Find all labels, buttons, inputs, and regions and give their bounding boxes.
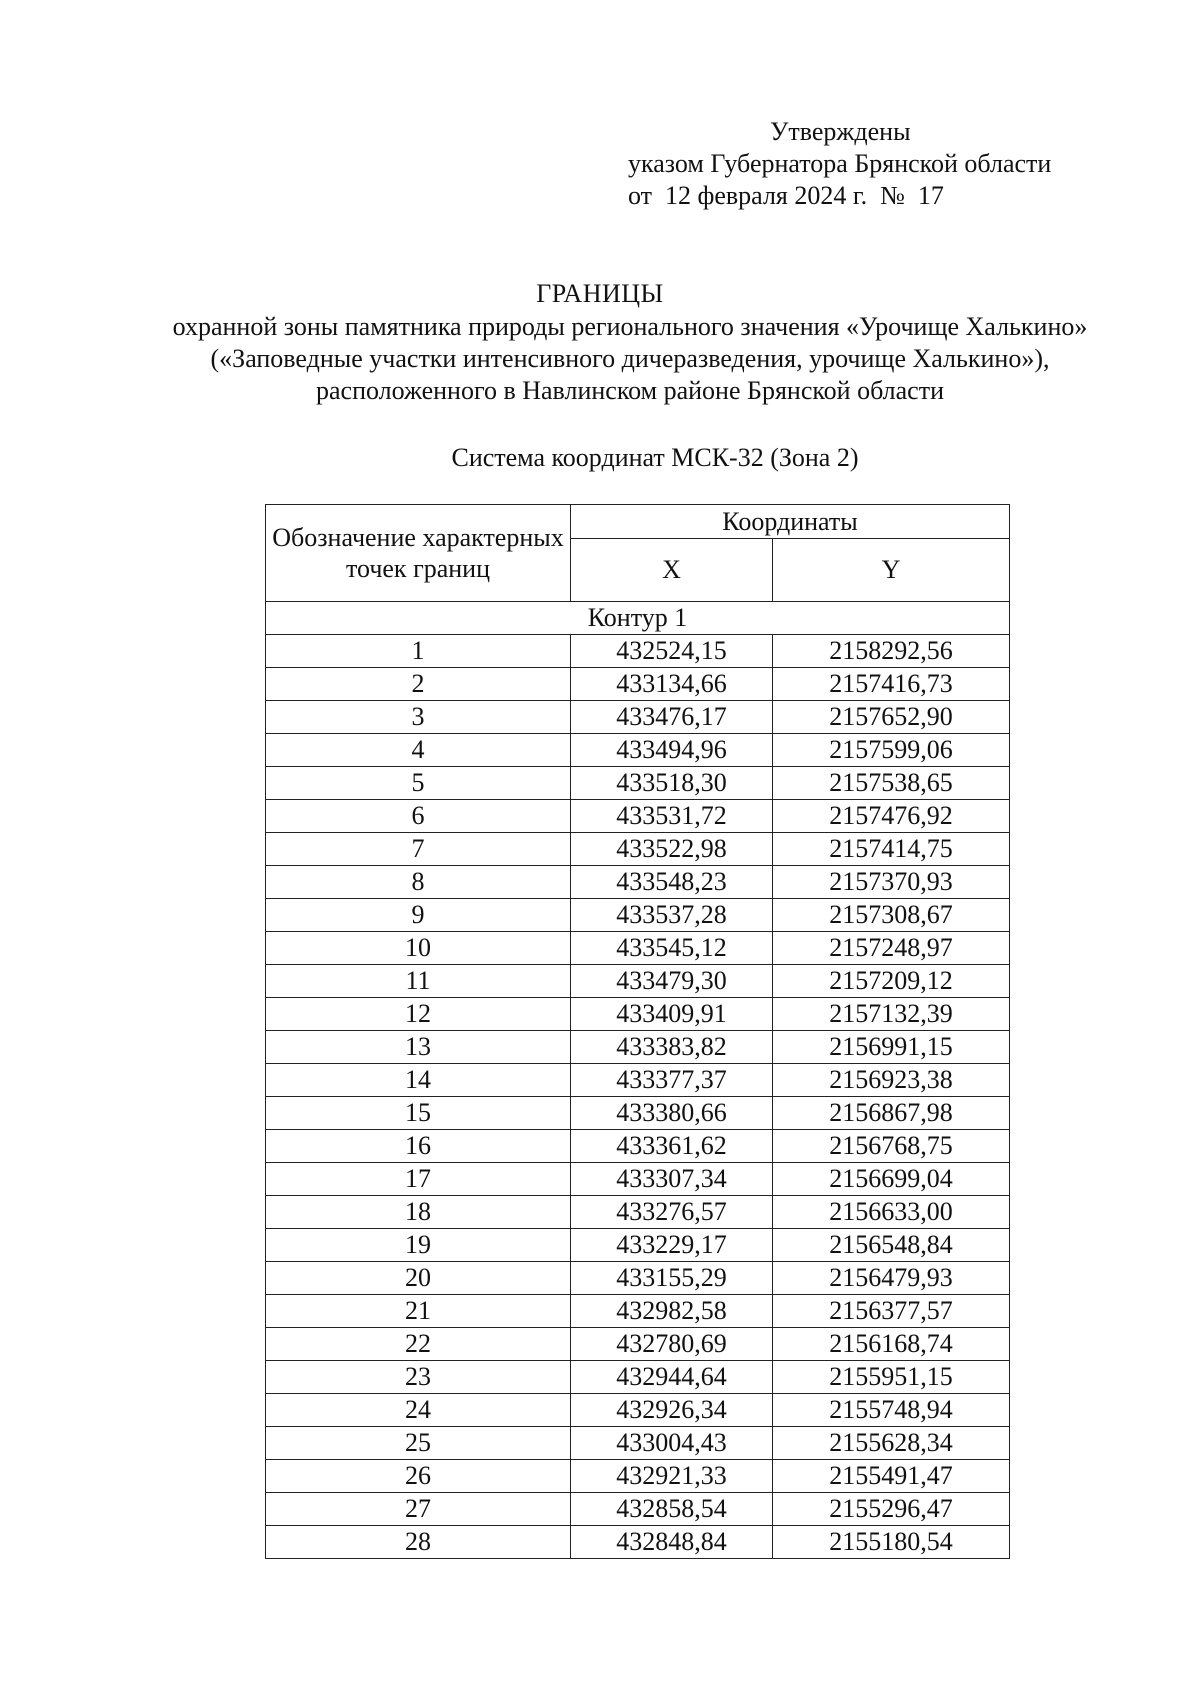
coord-y: 2155748,94 (773, 1394, 1010, 1427)
point-number: 3 (266, 701, 571, 734)
table-row (266, 701, 1010, 734)
point-number: 14 (266, 1064, 571, 1097)
coord-y: 2157414,75 (773, 833, 1010, 866)
point-number: 12 (266, 998, 571, 1031)
approval-line-decree: указом Губернатора Брянской области (628, 149, 1052, 178)
approval-block (628, 116, 1148, 212)
coord-y: 2156867,98 (773, 1097, 1010, 1130)
table-row (266, 1097, 1010, 1130)
coord-x: 433537,28 (571, 899, 773, 932)
coord-y: 2157248,97 (773, 932, 1010, 965)
coord-x: 433494,96 (571, 734, 773, 767)
table-row (266, 800, 1010, 833)
point-number: 9 (266, 899, 571, 932)
document-title: ГРАНИЦЫ (536, 279, 664, 308)
point-number: 23 (266, 1361, 571, 1394)
table-row (266, 1229, 1010, 1262)
coord-y: 2156548,84 (773, 1229, 1010, 1262)
coord-y: 2155180,54 (773, 1526, 1010, 1559)
table-row (266, 1526, 1010, 1559)
table-row (266, 899, 1010, 932)
point-number: 13 (266, 1031, 571, 1064)
point-number: 20 (266, 1262, 571, 1295)
table-row (266, 1262, 1010, 1295)
coord-x: 433522,98 (571, 833, 773, 866)
table-row (266, 767, 1010, 800)
coord-x: 433361,62 (571, 1130, 773, 1163)
coordinate-system-caption: Система координат МСК-32 (Зона 2) (451, 443, 859, 472)
coord-x: 432780,69 (571, 1328, 773, 1361)
table-row (266, 1064, 1010, 1097)
table-row (266, 1295, 1010, 1328)
table-row (266, 668, 1010, 701)
coord-x: 432848,84 (571, 1526, 773, 1559)
approval-line-date-number: от 12 февраля 2024 г. № 17 (628, 181, 944, 210)
coord-y: 2156479,93 (773, 1262, 1010, 1295)
table-row (266, 998, 1010, 1031)
coord-x: 433476,17 (571, 701, 773, 734)
table-row (266, 1031, 1010, 1064)
table-row (266, 1493, 1010, 1526)
coord-x: 433409,91 (571, 998, 773, 1031)
table-header (266, 505, 1010, 602)
coord-y: 2155951,15 (773, 1361, 1010, 1394)
coord-y: 2155491,47 (773, 1460, 1010, 1493)
point-number: 27 (266, 1493, 571, 1526)
table-row (266, 1460, 1010, 1493)
coord-x: 432982,58 (571, 1295, 773, 1328)
point-number: 17 (266, 1163, 571, 1196)
coord-y: 2158292,56 (773, 635, 1010, 668)
point-number: 8 (266, 866, 571, 899)
point-number: 25 (266, 1427, 571, 1460)
header-x: X (571, 539, 773, 602)
coord-x: 432926,34 (571, 1394, 773, 1427)
coord-y: 2157416,73 (773, 668, 1010, 701)
coordinates-table (265, 504, 1010, 1559)
coord-y: 2157652,90 (773, 701, 1010, 734)
point-number: 26 (266, 1460, 571, 1493)
coord-x: 432944,64 (571, 1361, 773, 1394)
coord-x: 433155,29 (571, 1262, 773, 1295)
table-row (266, 1130, 1010, 1163)
coord-y: 2156377,57 (773, 1295, 1010, 1328)
point-number: 18 (266, 1196, 571, 1229)
coord-x: 433479,30 (571, 965, 773, 998)
coord-x: 433134,66 (571, 668, 773, 701)
coord-x: 433383,82 (571, 1031, 773, 1064)
contour-row (266, 602, 1010, 635)
table-row (266, 866, 1010, 899)
point-number: 4 (266, 734, 571, 767)
coord-x: 433531,72 (571, 800, 773, 833)
coord-x: 432858,54 (571, 1493, 773, 1526)
coord-y: 2156633,00 (773, 1196, 1010, 1229)
table-row (266, 1427, 1010, 1460)
header-coordinates: Координаты (571, 505, 1010, 539)
coord-y: 2156168,74 (773, 1328, 1010, 1361)
coord-y: 2156923,38 (773, 1064, 1010, 1097)
coord-y: 2155296,47 (773, 1493, 1010, 1526)
header-point-designation: Обозначение характерных точек границ (266, 505, 571, 602)
coord-x: 432921,33 (571, 1460, 773, 1493)
coord-x: 432524,15 (571, 635, 773, 668)
header-y: Y (773, 539, 1010, 602)
coord-x: 433307,34 (571, 1163, 773, 1196)
point-number: 1 (266, 635, 571, 668)
table-row (266, 965, 1010, 998)
point-number: 10 (266, 932, 571, 965)
point-number: 6 (266, 800, 571, 833)
coord-x: 433548,23 (571, 866, 773, 899)
coord-x: 433004,43 (571, 1427, 773, 1460)
coord-y: 2156768,75 (773, 1130, 1010, 1163)
coord-y: 2157132,39 (773, 998, 1010, 1031)
point-number: 22 (266, 1328, 571, 1361)
coord-x: 433518,30 (571, 767, 773, 800)
coord-y: 2156991,15 (773, 1031, 1010, 1064)
document-subtitle: охранной зоны памятника природы регионального значения «Урочище Халькино» («Заповедные участки интенсивного дичеразведения, урочище Халькино»), расположенного в Навлинском районе Брянской области (172, 312, 1088, 405)
point-number: 15 (266, 1097, 571, 1130)
coord-y: 2157209,12 (773, 965, 1010, 998)
coord-x: 433229,17 (571, 1229, 773, 1262)
table-row (266, 1394, 1010, 1427)
table-row (266, 1328, 1010, 1361)
point-number: 2 (266, 668, 571, 701)
point-number: 7 (266, 833, 571, 866)
point-number: 5 (266, 767, 571, 800)
point-number: 24 (266, 1394, 571, 1427)
coord-y: 2155628,34 (773, 1427, 1010, 1460)
table-row (266, 1196, 1010, 1229)
table-row (266, 1361, 1010, 1394)
table-body (266, 602, 1010, 1559)
point-number: 19 (266, 1229, 571, 1262)
table-row (266, 1163, 1010, 1196)
point-number: 16 (266, 1130, 571, 1163)
point-number: 21 (266, 1295, 571, 1328)
coord-y: 2157370,93 (773, 866, 1010, 899)
coord-y: 2157308,67 (773, 899, 1010, 932)
point-number: 11 (266, 965, 571, 998)
coord-y: 2157476,92 (773, 800, 1010, 833)
coord-x: 433377,37 (571, 1064, 773, 1097)
table-row (266, 833, 1010, 866)
coord-y: 2156699,04 (773, 1163, 1010, 1196)
coord-y: 2157538,65 (773, 767, 1010, 800)
coord-x: 433545,12 (571, 932, 773, 965)
contour-label: Контур 1 (266, 602, 1010, 635)
table-row (266, 734, 1010, 767)
coord-x: 433380,66 (571, 1097, 773, 1130)
table-row (266, 932, 1010, 965)
approval-line-approved: Утверждены (770, 117, 911, 146)
table-row (266, 635, 1010, 668)
point-number: 28 (266, 1526, 571, 1559)
coord-y: 2157599,06 (773, 734, 1010, 767)
coord-x: 433276,57 (571, 1196, 773, 1229)
